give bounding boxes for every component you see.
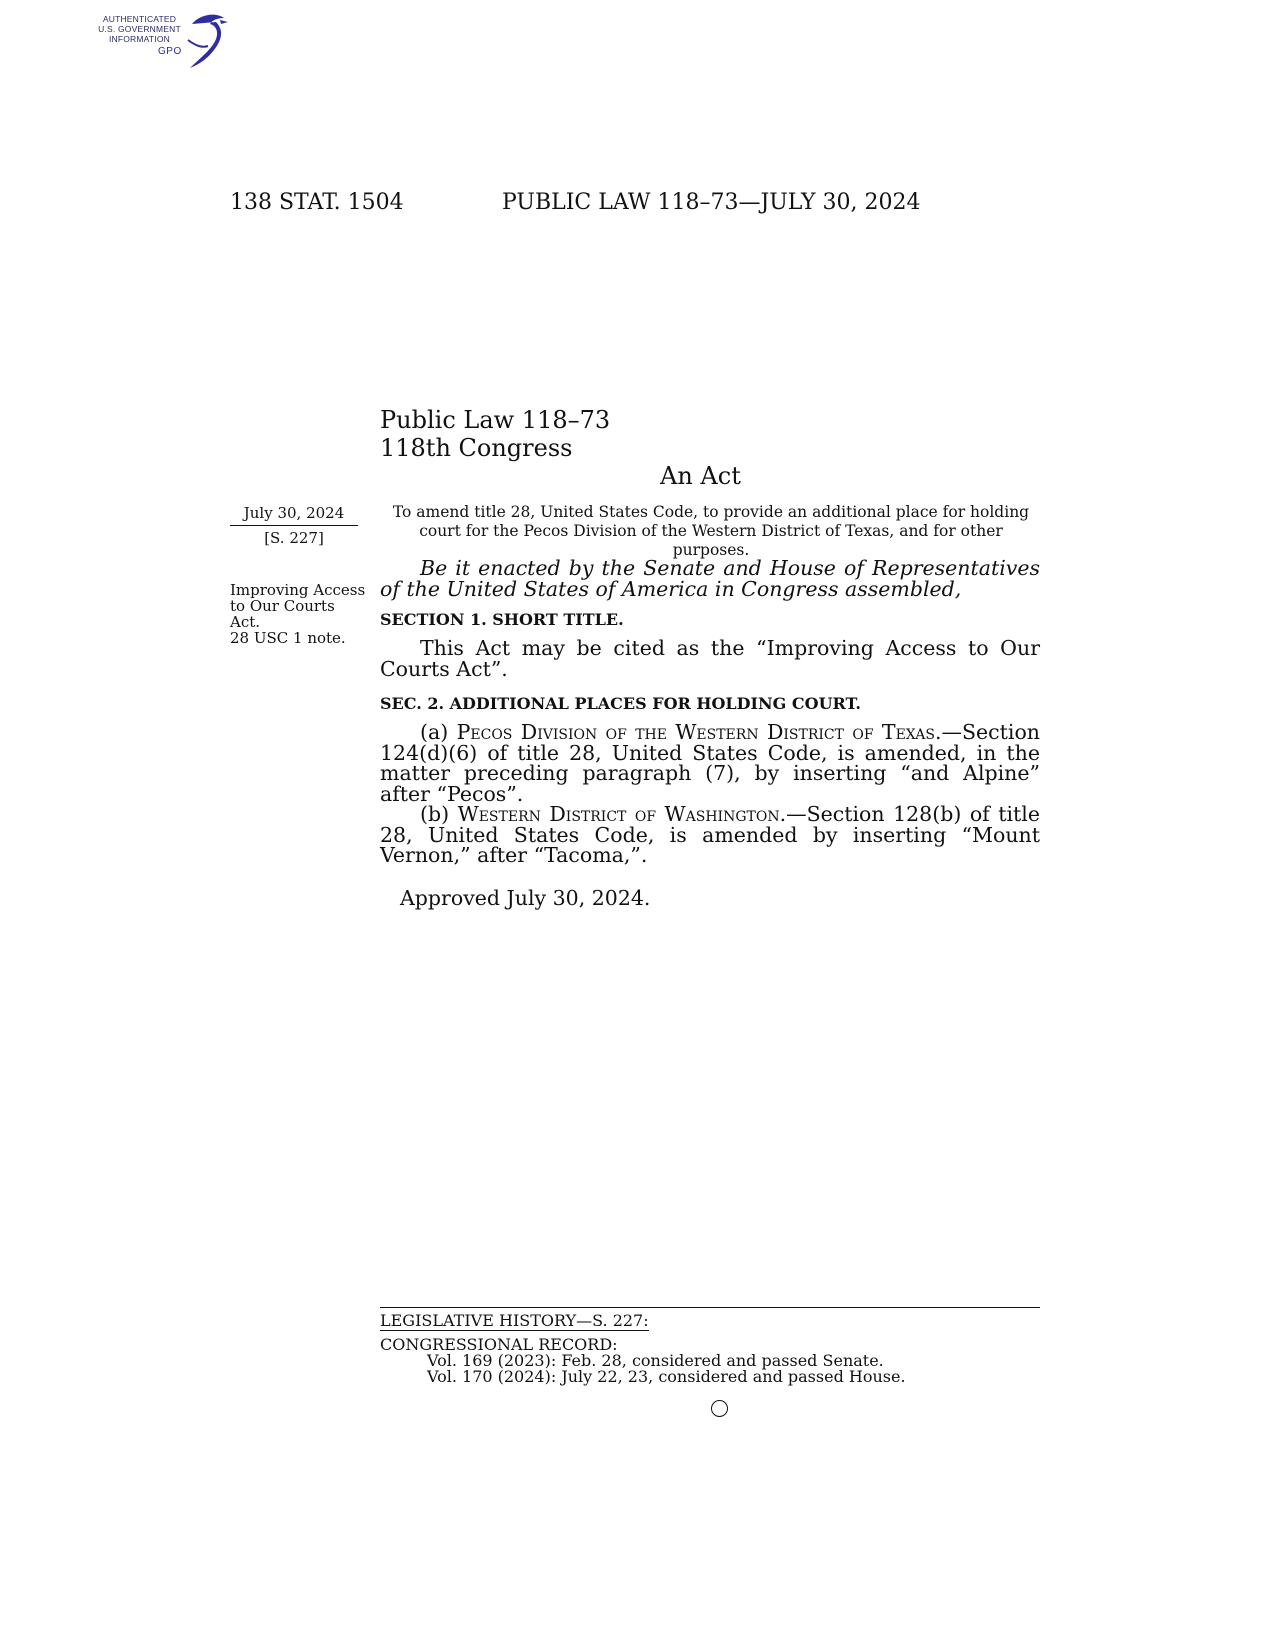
section-2-heading: SEC. 2. ADDITIONAL PLACES FOR HOLDING COURT. <box>380 694 861 713</box>
approval-date: Approved July 30, 2024. <box>400 886 651 910</box>
congress-number: 118th Congress <box>380 434 573 462</box>
margin-divider <box>230 525 358 526</box>
margin-date: July 30, 2024 <box>243 504 345 522</box>
margin-note-line: Improving Access <box>230 581 366 599</box>
subsection-b-heading: Western District of Washington. <box>457 802 787 826</box>
legislative-history-heading <box>380 1313 649 1329</box>
history-divider <box>380 1307 1040 1308</box>
seal-line-3: INFORMATION <box>108 34 171 44</box>
margin-bill-number: [S. 227] <box>264 529 324 547</box>
margin-note-line: to Our Courts <box>230 597 335 615</box>
history-entry: Vol. 170 (2024): July 22, 23, considered and passed House. <box>427 1367 906 1386</box>
section-2-subsection-b <box>380 804 1040 866</box>
public-law-number: Public Law 118–73 <box>380 406 611 434</box>
section-1-heading: SECTION 1. SHORT TITLE. <box>380 610 624 629</box>
legislative-history-heading-text: LEGISLATIVE HISTORY—S. 227: <box>380 1311 649 1330</box>
margin-note-line: 28 USC 1 note. <box>230 629 346 647</box>
seal-gpo-mark: GPO <box>158 46 182 57</box>
subsection-b-label: (b) <box>420 802 450 826</box>
subsection-b-text: —Section 128(b) of title 28, United States Code, is amended by inserting “Mount Vernon,” after “Tacoma,”. <box>380 802 1040 867</box>
section-2-subsection-a <box>380 722 1040 804</box>
gpo-seal <box>92 10 232 76</box>
margin-note-line: Act. <box>230 613 261 631</box>
subsection-a-heading: Pecos Division of the Western District of Texas. <box>456 720 942 744</box>
subsection-a-label: (a) <box>420 720 449 744</box>
running-head-law: PUBLIC LAW 118–73—JULY 30, 2024 <box>502 190 921 215</box>
enacting-clause: Be it enacted by the Senate and House of Representatives of the United States of America in Congress assembled, <box>380 556 1040 601</box>
section-1-text: This Act may be cited as the “Improving Access to Our Courts Act”. <box>380 636 1040 681</box>
act-purpose: To amend title 28, United States Code, to provide an additional place for holding court for the Pecos Division of the Western District of Texas, and for other purposes. <box>392 503 1030 559</box>
seal-line-2: U.S. GOVERNMENT <box>98 24 181 34</box>
eagle-icon <box>182 10 232 76</box>
statute-page: 138 STAT. 1504 <box>230 190 404 215</box>
law-title-block <box>380 406 610 462</box>
history-entry: Vol. 169 (2023): Feb. 28, considered and passed Senate. <box>427 1351 884 1370</box>
end-circle-icon <box>711 1400 728 1417</box>
an-act-heading: An Act <box>660 462 741 490</box>
margin-short-title-note <box>230 582 365 646</box>
subsection-a-text: —Section 124(d)(6) of title 28, United States Code, is amended, in the matter preceding paragraph (7), by inserting “and Alpine” after “Pecos”. <box>380 720 1040 806</box>
seal-line-1: AUTHENTICATED <box>102 14 177 24</box>
congressional-record-heading: CONGRESSIONAL RECORD: <box>380 1335 618 1354</box>
